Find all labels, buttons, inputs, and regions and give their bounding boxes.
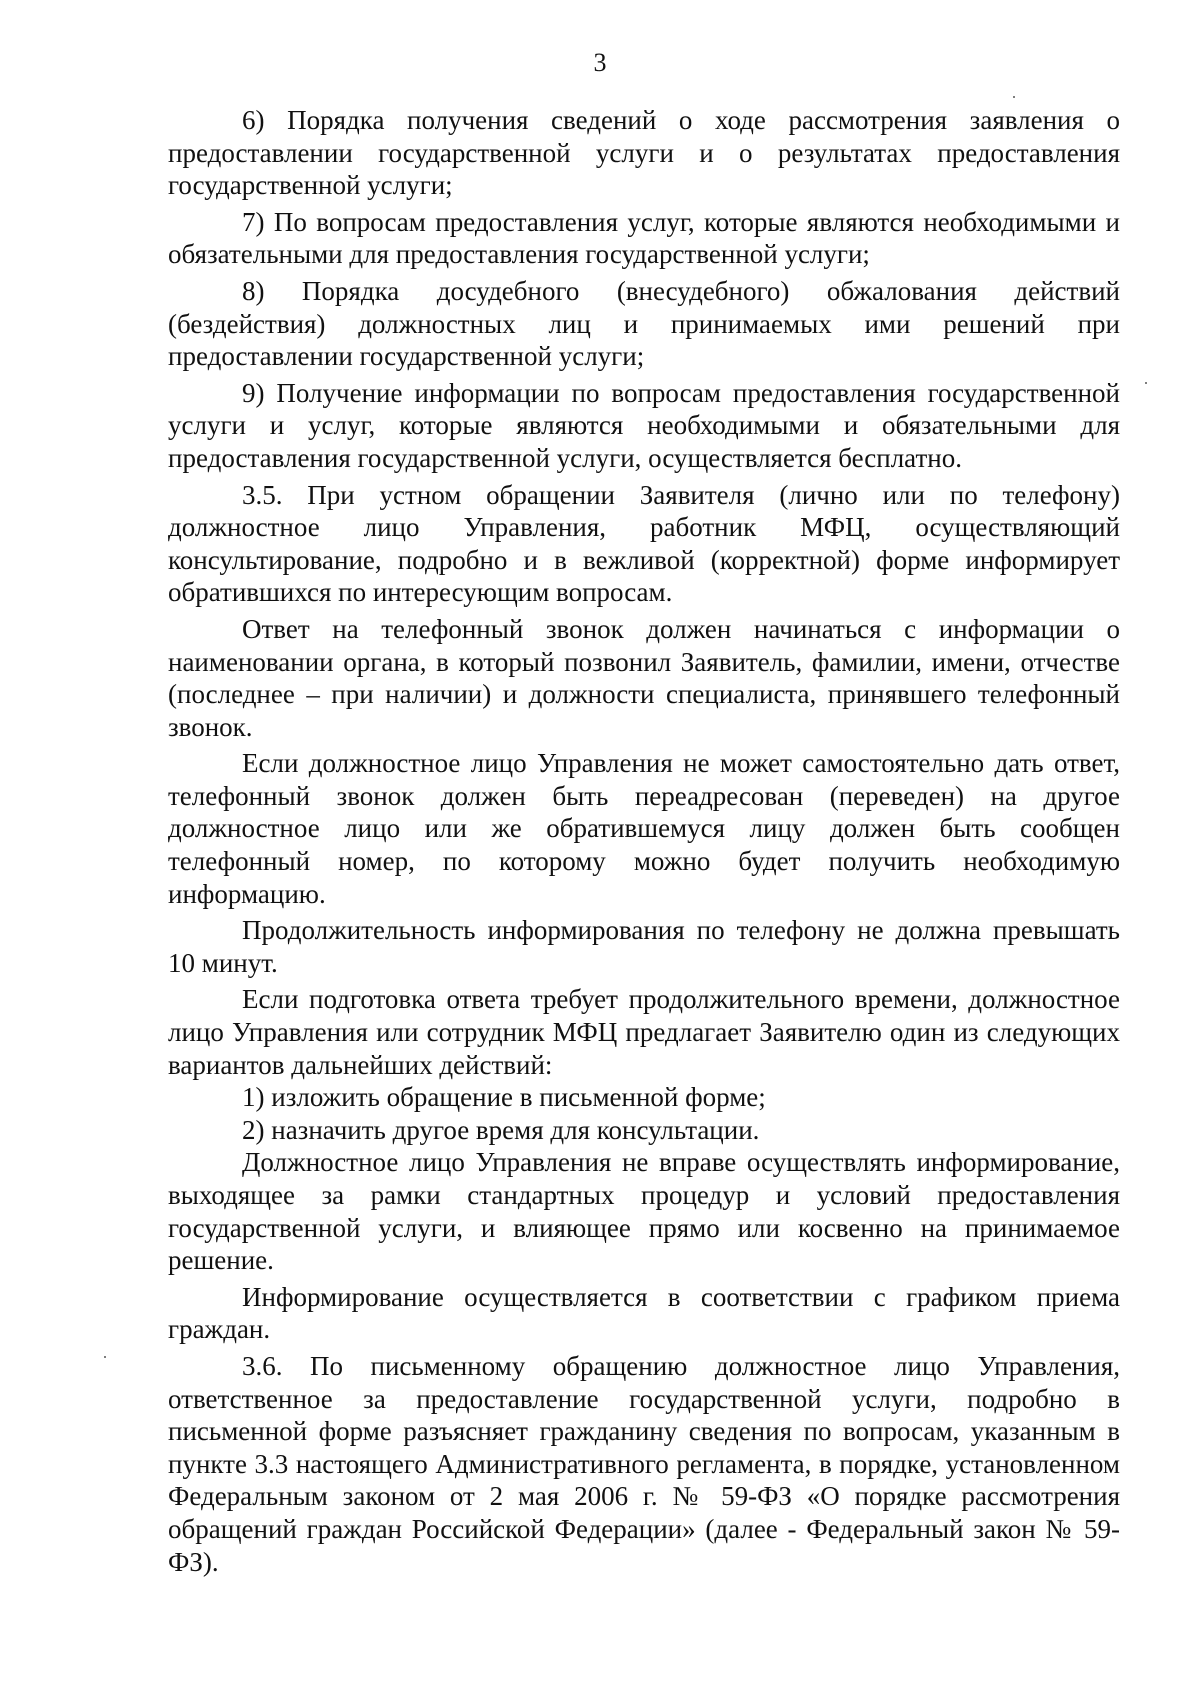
paragraph-option-2: 2) назначить другое время для консультации. xyxy=(242,1114,760,1145)
paragraph-item-7: 7) По вопросам предоставления услуг, которые являются необходимыми и обязательными для предоставления государственной услуги; xyxy=(168,206,1120,270)
paragraph-item-8: 8) Порядка досудебного (внесудебного) обжалования действий (бездействия) должностных лиц и принимаемых ими решений при предоставлении государственной услуги; xyxy=(168,275,1120,372)
paragraph-phone-answer: Ответ на телефонный звонок должен начинаться с информации о наименовании органа, в который позвонил Заявитель, фамилии, имени, отчестве (последнее – при наличии) и должности специалиста, принявшего телефонный звонок. xyxy=(168,613,1120,742)
paragraph-call-redirect: Если должностное лицо Управления не может самостоятельно дать ответ, телефонный звонок должен быть переадресован (переведен) на другое должностное лицо или же обратившемуся лицу должен быть сообщен телефонный номер, по которому можно будет получить необходимую информацию. xyxy=(168,748,1120,909)
scan-speck xyxy=(1145,382,1147,384)
paragraph-section-3-5: 3.5. При устном обращении Заявителя (лично или по телефону) должностное лицо Управления, работник МФЦ, осуществляющий консультирование, подробно и в вежливой (корректной) форме информирует обратившихся по интересующим вопросам. xyxy=(168,479,1120,608)
paragraph-section-3-6: 3.6. По письменному обращению должностное лицо Управления, ответственное за предоставление государственной услуги, подробно в письменной форме разъясняет гражданину сведения по вопросам, указанным в пункте 3.3 настоящего Административного регламента, в порядке, установленном Федеральным законом от 2 мая 2006 г. № 59-ФЗ «О порядке рассмотрения обращений граждан Российской Федерации» (далее - Федеральный закон № 59-ФЗ). xyxy=(168,1350,1120,1577)
scan-speck xyxy=(104,1356,106,1358)
document-body xyxy=(168,104,1120,1578)
paragraph-long-answer: Если подготовка ответа требует продолжительного времени, должностное лицо Управления или сотрудник МФЦ предлагает Заявителю один из следующих вариантов дальнейших действий: xyxy=(168,984,1120,1080)
paragraph-restriction: Должностное лицо Управления не вправе осуществлять информирование, выходящее за рамки стандартных процедур и условий предоставления государственной услуги, и влияющее прямо или косвенно на принимаемое решение. xyxy=(168,1147,1120,1276)
paragraph-duration: Продолжительность информирования по телефону не должна превышать 10 минут. xyxy=(168,915,1120,978)
paragraph-item-9: 9) Получение информации по вопросам предоставления государственной услуги и услуг, которые являются необходимыми и обязательными для предоставления государственной услуги, осуществляется бесплатно. xyxy=(168,377,1120,473)
page-number: 3 xyxy=(593,48,607,77)
paragraph-item-6: 6) Порядка получения сведений о ходе рассмотрения заявления о предоставлении государственной услуги и о результатах предоставления государственной услуги; xyxy=(168,105,1120,201)
paragraph-schedule: Информирование осуществляется в соответствии с графиком приема граждан. xyxy=(168,1281,1120,1345)
scan-speck xyxy=(1013,96,1015,98)
paragraph-option-1: 1) изложить обращение в письменной форме; xyxy=(242,1082,766,1113)
